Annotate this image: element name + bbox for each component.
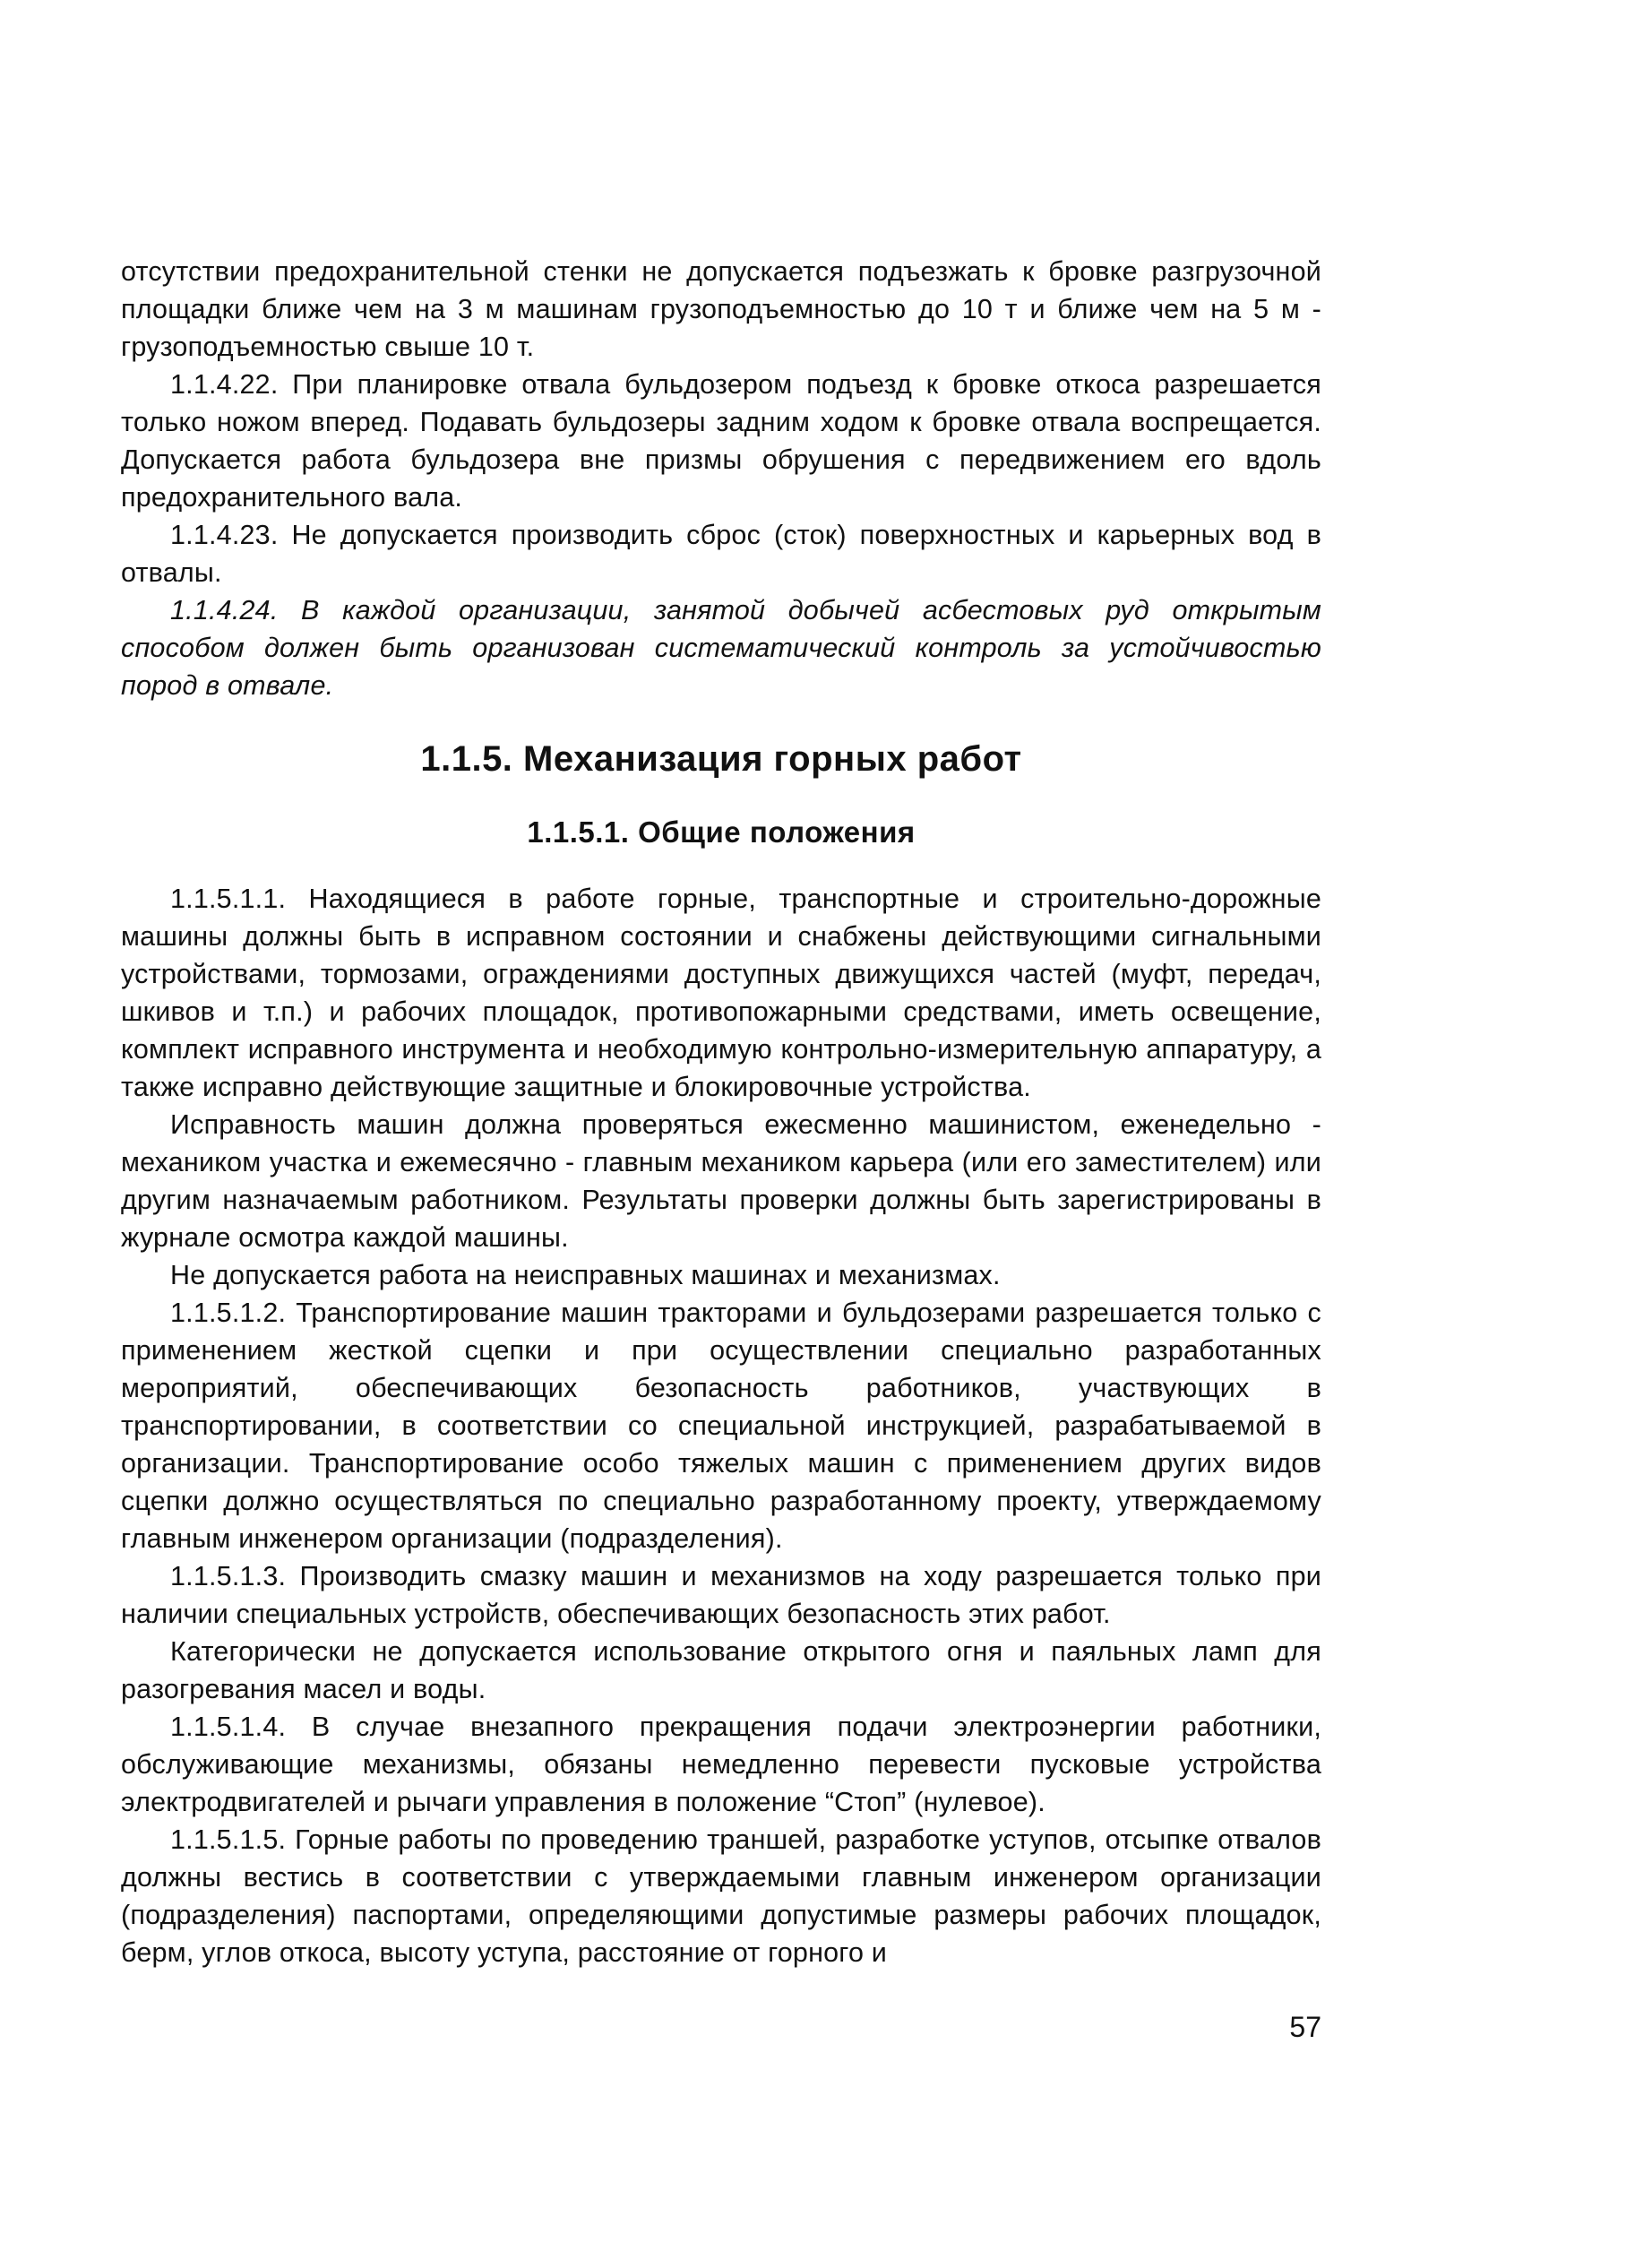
subsection-heading: 1.1.5.1. Общие положения — [527, 815, 916, 849]
paragraph: 1.1.4.24. В каждой организации, занятой добычей асбестовых руд открытым способом должен быть организован систематический контроль за устойчивостью пород в отвале. — [121, 595, 1321, 701]
paragraph: 1.1.5.1.4. В случае внезапного прекращения подачи электроэнергии работники, обслуживающие механизмы, обязаны немедленно перевести пусковые устройства электродвигателей и рычаги управления в положение “Стоп” (нулевое). — [121, 1712, 1321, 1817]
paragraph: Не допускается работа на неисправных машинах и механизмах. — [170, 1260, 1001, 1290]
paragraph: 1.1.4.22. При планировке отвала бульдозером подъезд к бровке откоса разрешается только ножом вперед. Подавать бульдозеры задним ходом к бровке отвала воспрещается. Допускается работа бульдозера вне призмы обрушения с передвижением его вдоль предохранительного вала. — [121, 369, 1321, 513]
paragraph: 1.1.4.23. Не допускается производить сброс (сток) поверхностных и карьерных вод в отвалы. — [121, 520, 1321, 588]
page-number: 57 — [1289, 2011, 1321, 2043]
paragraph: 1.1.5.1.5. Горные работы по проведению траншей, разработке уступов, отсыпке отвалов должны вестись в соответствии с утверждаемыми главным инженером организации (подразделения) паспортами, определяющими допустимые размеры рабочих площадок, берм, углов откоса, высоту уступа, расстояние от горного и — [121, 1824, 1321, 1968]
section-heading: 1.1.5. Механизация горных работ — [420, 739, 1022, 779]
paragraph: Категорически не допускается использование открытого огня и паяльных ламп для разогревания масел и воды. — [121, 1636, 1321, 1704]
text-block-main — [121, 880, 1321, 1971]
paragraph: Исправность машин должна проверяться ежесменно машинистом, еженедельно - механиком участка и ежемесячно - главным механиком карьера (или его заместителем) или другим назначаемым работником. Результаты проверки должны быть зарегистрированы в журнале осмотра каждой машины. — [121, 1109, 1321, 1253]
paragraph: отсутствии предохранительной стенки не допускается подъезжать к бровке разгрузочной площадки ближе чем на 3 м машинам грузоподъемностью до 10 т и ближе чем на 5 м - грузоподъемностью свыше 10 т. — [121, 256, 1321, 362]
text-block-top — [121, 253, 1321, 704]
paragraph: 1.1.5.1.2. Транспортирование машин тракторами и бульдозерами разрешается только с применением жесткой сцепки и при осуществлении специально разработанных мероприятий, обеспечивающих безопасность работников, участвующих в транспортировании, в соответствии со специальной инструкцией, разрабатываемой в организации. Транспортирование особо тяжелых машин с применением других видов сцепки должно осуществляться по специально разработанному проекту, утверждаемому главным инженером организации (подразделения). — [121, 1298, 1321, 1554]
paragraph: 1.1.5.1.3. Производить смазку машин и механизмов на ходу разрешается только при наличии специальных устройств, обеспечивающих безопасность этих работ. — [121, 1561, 1321, 1629]
paragraph: 1.1.5.1.1. Находящиеся в работе горные, транспортные и строительно-дорожные машины должны быть в исправном состоянии и снабжены действующими сигнальными устройствами, тормозами, ограждениями доступных движущихся частей (муфт, передач, шкивов и т.п.) и рабочих площадок, противопожарными средствами, иметь освещение, комплект исправного инструмента и необходимую контрольно-измерительную аппаратуру, а также исправно действующие защитные и блокировочные устройства. — [121, 884, 1321, 1102]
